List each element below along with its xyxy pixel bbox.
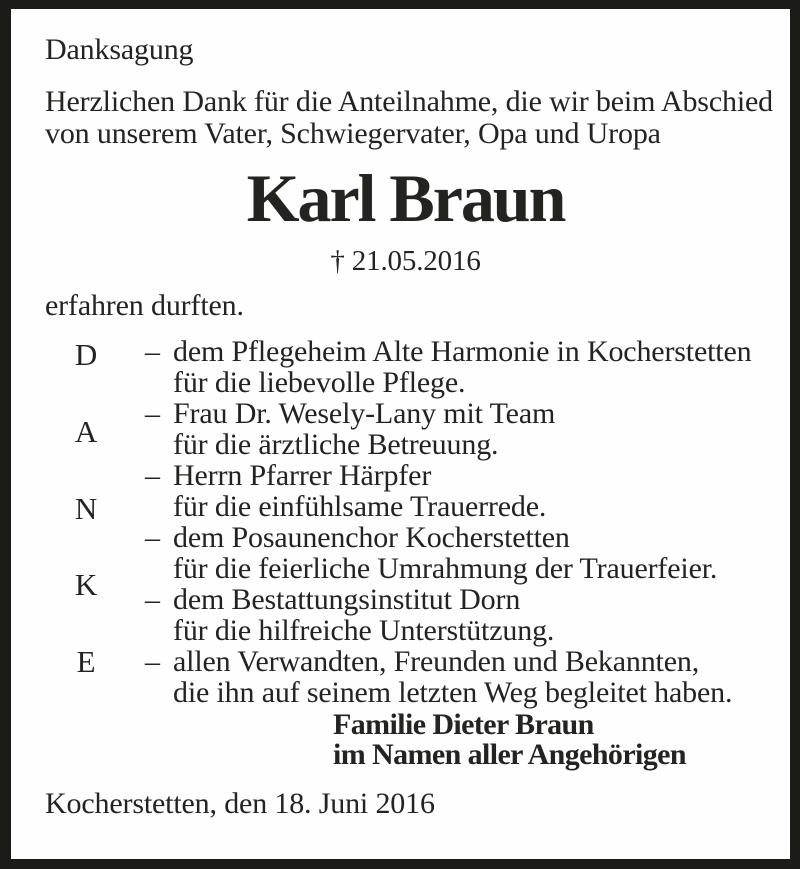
dash: –	[145, 583, 160, 616]
acrostic-letter-k: K	[74, 567, 98, 603]
acrostic-letter-a: A	[74, 413, 98, 449]
thanks-item-line: für die liebevolle Pflege.	[173, 366, 466, 399]
thanks-list	[127, 336, 766, 708]
thanks-item	[127, 460, 766, 522]
deceased-name: Karl Braun	[246, 160, 565, 236]
dash: –	[145, 645, 160, 678]
thanks-item-line: für die hilfreiche Unterstützung.	[173, 614, 555, 647]
intro-continuation: erfahren durften.	[45, 289, 244, 322]
signature-line-2: im Namen aller Angehörigen	[333, 738, 686, 771]
thanks-item-line: Herrn Pfarrer Härpfer	[173, 459, 432, 492]
thanks-item-line: Frau Dr. Wesely-Lany mit Team	[173, 397, 556, 430]
thanks-item	[127, 522, 766, 584]
thanks-item-line: für die einfühlsame Trauerrede.	[173, 490, 547, 523]
place-date-line: Kocherstetten, den 18. Juni 2016	[45, 787, 435, 820]
dash: –	[145, 521, 160, 554]
thanks-item-line: allen Verwandten, Freunden und Bekannten,	[173, 645, 700, 678]
acrostic-letter-e: E	[76, 644, 96, 679]
thanks-item-line: für die feierliche Umrahmung der Trauerfeier.	[173, 552, 718, 585]
dash: –	[145, 335, 160, 368]
thanks-item-line: dem Pflegeheim Alte Harmonie in Kocherstetten	[173, 335, 752, 368]
thanks-item-line: für die ärztliche Betreuung.	[173, 428, 499, 461]
signature-line-1: Familie Dieter Braun	[333, 708, 594, 741]
intro-line-2: von unserem Vater, Schwiegervater, Opa und Uropa	[45, 117, 661, 150]
thanks-item	[127, 398, 766, 460]
thanks-item-line: die ihn auf seinem letzten Weg begleitet haben.	[173, 676, 733, 709]
thanks-section	[45, 336, 766, 708]
thanks-item	[127, 336, 766, 398]
thanks-item-line: dem Posaunenchor Kocherstetten	[173, 521, 570, 554]
acrostic-letter-d: D	[74, 337, 98, 372]
dash: –	[145, 459, 160, 492]
thanks-item	[127, 646, 766, 708]
dash: –	[145, 397, 160, 430]
notice-type-label: Danksagung	[45, 33, 194, 66]
thanks-item	[127, 584, 766, 646]
signature-block	[333, 710, 766, 770]
intro-line-1: Herzlichen Dank für die Anteilnahme, die wir beim Abschied	[45, 85, 773, 118]
acrostic-letter-n: N	[74, 490, 98, 526]
death-date: † 21.05.2016	[330, 245, 481, 277]
thanks-item-line: dem Bestattungsinstitut Dorn	[173, 583, 521, 616]
intro-paragraph	[45, 85, 773, 150]
acrostic-danke	[45, 339, 127, 677]
